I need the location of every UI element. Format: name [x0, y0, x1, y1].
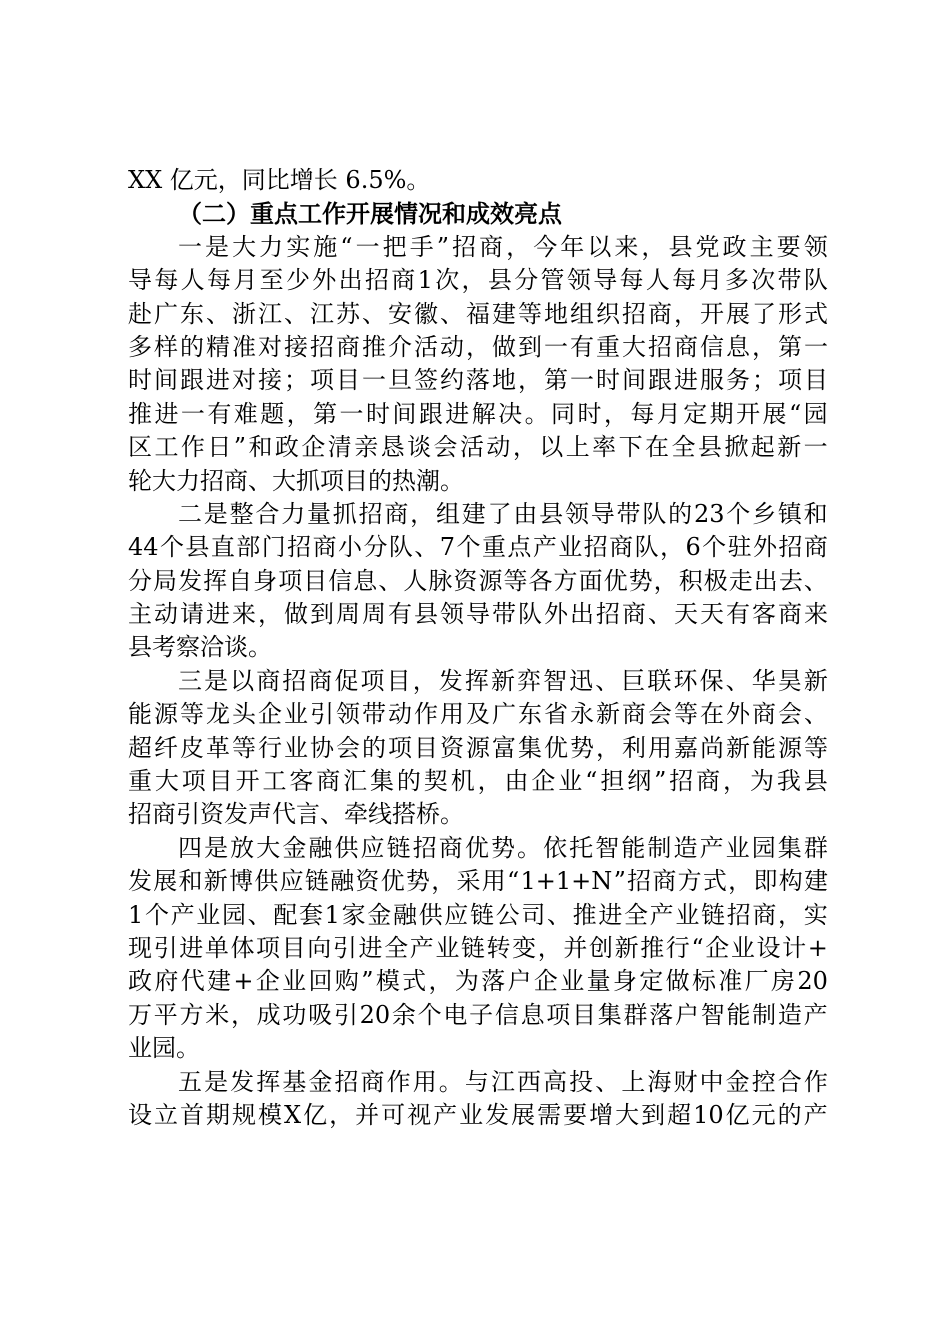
- document-body: [128, 164, 828, 1132]
- paragraph-line: 发 展 和 新 博 供 应 链 融 资 优 势 ， 采 用 “ 1+1+N ” 招 商 方 式 ， 即 构 建: [128, 867, 828, 896]
- paragraph-line: 推 进 一 有 难 题 ， 第 一 时 间 跟 进 解 决 。 同 时 ， 每 月 定 期 开 展 “ 园: [128, 399, 828, 428]
- paragraph-first-line: 一 是 大 力 实 施 “ 一 把 手 ” 招 商 ， 今 年 以 来 ， 县 党 政 主 要 领: [178, 232, 828, 261]
- paragraph-first-line: 四 是 放 大 金 融 供 应 链 招 商 优 势 。 依 托 智 能 制 造 产 业 园 集 群: [178, 833, 828, 862]
- paragraph-line: 能 源 等 龙 头 企 业 引 领 带 动 作 用 及 广 东 省 永 新 商 会 等 在 外 商 会 、: [128, 700, 828, 729]
- paragraph-first-line: 三 是 以 商 招 商 促 项 目 ， 发 挥 新 弈 智 迅 、 巨 联 环 保 、 华 昊 新: [178, 666, 828, 695]
- paragraph-line: 1 个 产 业 园 、 配 套 1 家 金 融 供 应 链 公 司 、 推 进 全 产 业 链 招 商 ， 实: [128, 900, 828, 929]
- paragraph-line: 设 立 首 期 规 模 X 亿 ， 并 可 视 产 业 发 展 需 要 增 大 到 超 10 亿 元 的 产: [128, 1100, 828, 1129]
- paragraph-first-line: 五 是 发 挥 基 金 招 商 作 用 。 与 江 西 高 投 、 上 海 财 中 金 控 合 作: [178, 1067, 828, 1096]
- paragraph-line: 万 平 方 米 ， 成 功 吸 引 20 余 个 电 子 信 息 项 目 集 群 落 户 智 能 制 造 产: [128, 1000, 828, 1029]
- paragraph-line: 多 样 的 精 准 对 接 招 商 推 介 活 动 ， 做 到 一 有 重 大 招 商 信 息 ， 第 一: [128, 332, 828, 361]
- paragraph-line: 分 局 发 挥 自 身 项 目 信 息 、 人 脉 资 源 等 各 方 面 优 势 ， 积 极 走 出 去 、: [128, 566, 828, 595]
- paragraph-line: 县考察洽谈。: [128, 633, 272, 662]
- paragraph-line: 超 纤 皮 革 等 行 业 协 会 的 项 目 资 源 富 集 优 势 ， 利 用 嘉 尚 新 能 源 等: [128, 733, 828, 762]
- paragraph-line: 主 动 请 进 来 ， 做 到 周 周 有 县 领 导 带 队 外 出 招 商 、 天 天 有 客 商 来: [128, 600, 828, 629]
- paragraph-line: 赴 广 东 、 浙 江 、 江 苏 、 安 徽 、 福 建 等 地 组 织 招 商 ， 开 展 了 形 式: [128, 299, 828, 328]
- paragraph-line: 重 大 项 目 开 工 客 商 汇 集 的 契 机 ， 由 企 业 “ 担 纲 ” 招 商 ， 为 我 县: [128, 767, 828, 796]
- paragraph-line: 政 府 代 建 + 企 业 回 购 ” 模 式 ， 为 落 户 企 业 量 身 定 做 标 准 厂 房 20: [128, 967, 828, 996]
- paragraph-line: 业园。: [128, 1034, 200, 1063]
- paragraph-line: 招商引资发声代言、牵线搭桥。: [128, 800, 464, 829]
- paragraph-line: 区 工 作 日 ” 和 政 企 清 亲 恳 谈 会 活 动 ， 以 上 率 下 在 全 县 掀 起 新 一: [128, 433, 828, 462]
- paragraph-first-line: 二 是 整 合 力 量 抓 招 商 ， 组 建 了 由 县 领 导 带 队 的 23 个 乡 镇 和: [178, 499, 828, 528]
- paragraph-line: 时 间 跟 进 对 接 ； 项 目 一 旦 签 约 落 地 ， 第 一 时 间 跟 进 服 务 ； 项 目: [128, 366, 828, 395]
- paragraph-line: XX 亿元，同比增长 6.5%。: [128, 166, 431, 194]
- paragraph-line: 现 引 进 单 体 项 目 向 引 进 全 产 业 链 转 变 ， 并 创 新 推 行 “ 企 业 设 计 +: [128, 933, 828, 962]
- paragraph-line: 导 每 人 每 月 至 少 外 出 招 商 1 次 ， 县 分 管 领 导 每 人 每 月 多 次 带 队: [128, 266, 828, 295]
- paragraph-line: 轮大力招商、大抓项目的热潮。: [128, 466, 464, 495]
- paragraph-line: 44 个 县 直 部 门 招 商 小 分 队 、 7 个 重 点 产 业 招 商 队 ， 6 个 驻 外 招 商: [128, 533, 828, 562]
- section-heading: （二）重点工作开展情况和成效亮点: [178, 199, 562, 229]
